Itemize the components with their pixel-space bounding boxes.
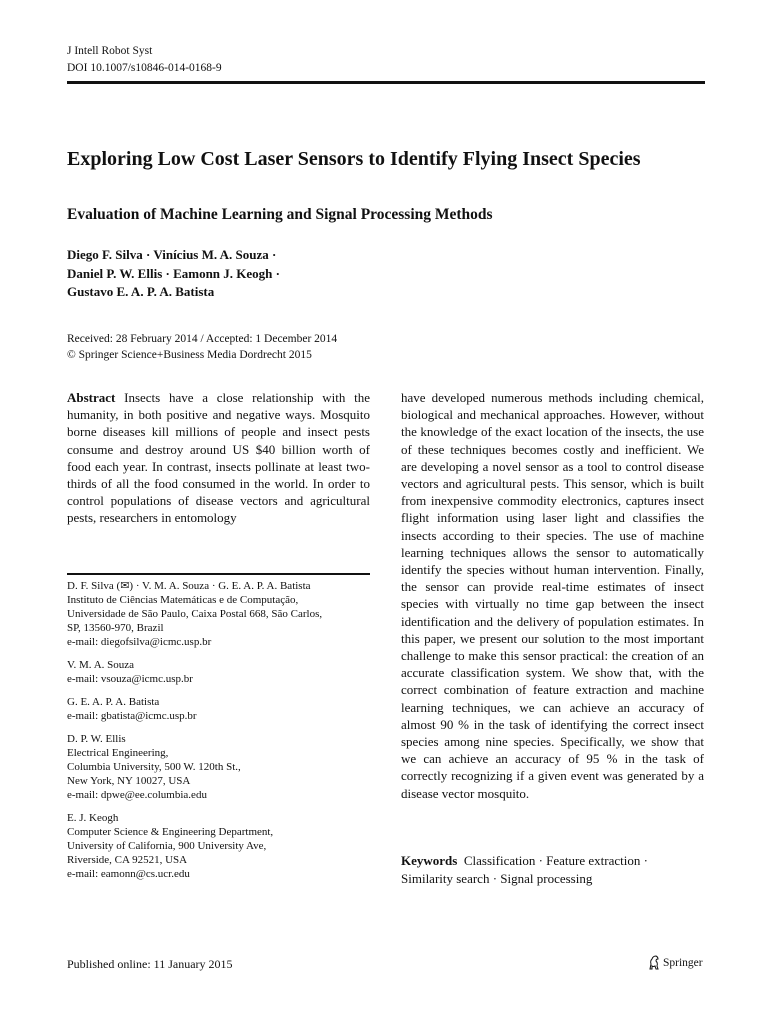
affiliation-line: E. J. Keogh bbox=[67, 812, 119, 824]
author-line: Gustavo E. A. P. A. Batista bbox=[67, 284, 215, 299]
affiliation-block bbox=[67, 658, 370, 686]
affiliation-line: G. E. A. P. A. Batista bbox=[67, 696, 160, 708]
keywords bbox=[401, 852, 704, 887]
author-line: Diego F. Silva · Vinícius M. A. Souza · bbox=[67, 247, 277, 262]
affiliation-line: V. M. A. Souza bbox=[67, 659, 135, 671]
abstract-text-left: Insects have a close relationship with the humanity, in both positive and negative ways. Mosquito borne diseases kill millions of people and insect pests consume and destroy around US $40 billion worth of food each year. In contrast, insects pollinate at least two-thirds of all the food consumed in the world. In order to control populations of disease vectors and agricultural pests, researchers in entomology bbox=[67, 390, 370, 526]
springer-logo bbox=[648, 955, 703, 970]
keywords-line-1 bbox=[401, 852, 704, 870]
affiliation-line: University of California, 900 University Ave, bbox=[67, 840, 267, 852]
affiliation-line: Columbia University, 500 W. 120th St., bbox=[67, 761, 241, 773]
affiliation-line: Instituto de Ciências Matemáticas e de Computação, bbox=[67, 594, 299, 606]
affiliation-line: D. P. W. Ellis bbox=[67, 733, 126, 745]
affiliation-block bbox=[67, 579, 370, 649]
keywords-text: Classification · Feature extraction · bbox=[463, 853, 648, 868]
keywords-line-2: Similarity search · Signal processing bbox=[401, 870, 593, 886]
affiliation-line: Electrical Engineering, bbox=[67, 747, 169, 759]
email-link[interactable]: e-mail: diegofsilva@icmc.usp.br bbox=[67, 636, 212, 648]
affiliation-line: Riverside, CA 92521, USA bbox=[67, 854, 188, 866]
email-link[interactable]: e-mail: eamonn@cs.ucr.edu bbox=[67, 868, 190, 880]
header-rule bbox=[67, 81, 705, 84]
keywords-label: Keywords bbox=[401, 853, 458, 868]
affiliation-line: D. F. Silva (✉) · V. M. A. Souza · G. E. A. P. A. Batista bbox=[67, 580, 311, 592]
copyright: © Springer Science+Business Media Dordrecht 2015 bbox=[67, 349, 312, 361]
springer-horse-icon bbox=[648, 955, 660, 970]
author-list bbox=[67, 246, 280, 302]
published-online: Published online: 11 January 2015 bbox=[67, 957, 233, 971]
affiliation-line: SP, 13560-970, Brazil bbox=[67, 622, 164, 634]
journal-name: J Intell Robot Syst bbox=[67, 45, 153, 57]
received-accepted: Received: 28 February 2014 / Accepted: 1 December 2014 bbox=[67, 333, 338, 345]
author-line: Daniel P. W. Ellis · Eamonn J. Keogh · bbox=[67, 265, 280, 281]
affiliation-block bbox=[67, 811, 370, 881]
affiliation-block bbox=[67, 732, 370, 802]
affiliations bbox=[67, 579, 370, 890]
affiliation-rule bbox=[67, 573, 370, 575]
publisher-name: Springer bbox=[663, 956, 703, 969]
paper-subtitle: Evaluation of Machine Learning and Signal Processing Methods bbox=[67, 206, 493, 223]
affiliation-line: New York, NY 10027, USA bbox=[67, 775, 191, 787]
abstract-left-column bbox=[67, 389, 370, 527]
abstract-right-column: have developed numerous methods including chemical, biological and mechanical approaches. However, without the knowledge of the exact location of the insects, the use of these techniques becomes costly and inefficient. We are developing a novel sensor as a tool to control disease vectors and agricultural pests. This sensor, which is built from inexpensive commodity electronics, captures insect flight information using laser light and classifies the insects according to their species. The use of machine learning techniques allows the sensor to automatically identify the species without human intervention. Finally, the sensor can provide real-time estimates of insect species with virtually no time gap between the insect identification and the delivery of population estimates. In this paper, we present our solution to the most important challenge to make this sensor practical: the creation of an accurate classification system. We show that, with the correct combination of feature extraction and machine learning techniques, we can achieve an accuracy of almost 90 % in the task of identifying the correct insect species among nine species. Specifically, we show that we can achieve an accuracy of 95 % in the task of correctly recognizing if a given event was generated by a disease vector mosquito. bbox=[401, 390, 704, 801]
paper-title: Exploring Low Cost Laser Sensors to Identify Flying Insect Species bbox=[67, 148, 641, 170]
email-link[interactable]: e-mail: vsouza@icmc.usp.br bbox=[67, 673, 193, 685]
doi[interactable]: DOI 10.1007/s10846-014-0168-9 bbox=[67, 62, 222, 74]
affiliation-line: Computer Science & Engineering Department, bbox=[67, 826, 274, 838]
affiliation-line: Universidade de São Paulo, Caixa Postal 668, São Carlos, bbox=[67, 608, 323, 620]
abstract-label: Abstract bbox=[67, 390, 116, 405]
email-link[interactable]: e-mail: dpwe@ee.columbia.edu bbox=[67, 789, 207, 801]
affiliation-block bbox=[67, 695, 370, 723]
email-link[interactable]: e-mail: gbatista@icmc.usp.br bbox=[67, 710, 197, 722]
